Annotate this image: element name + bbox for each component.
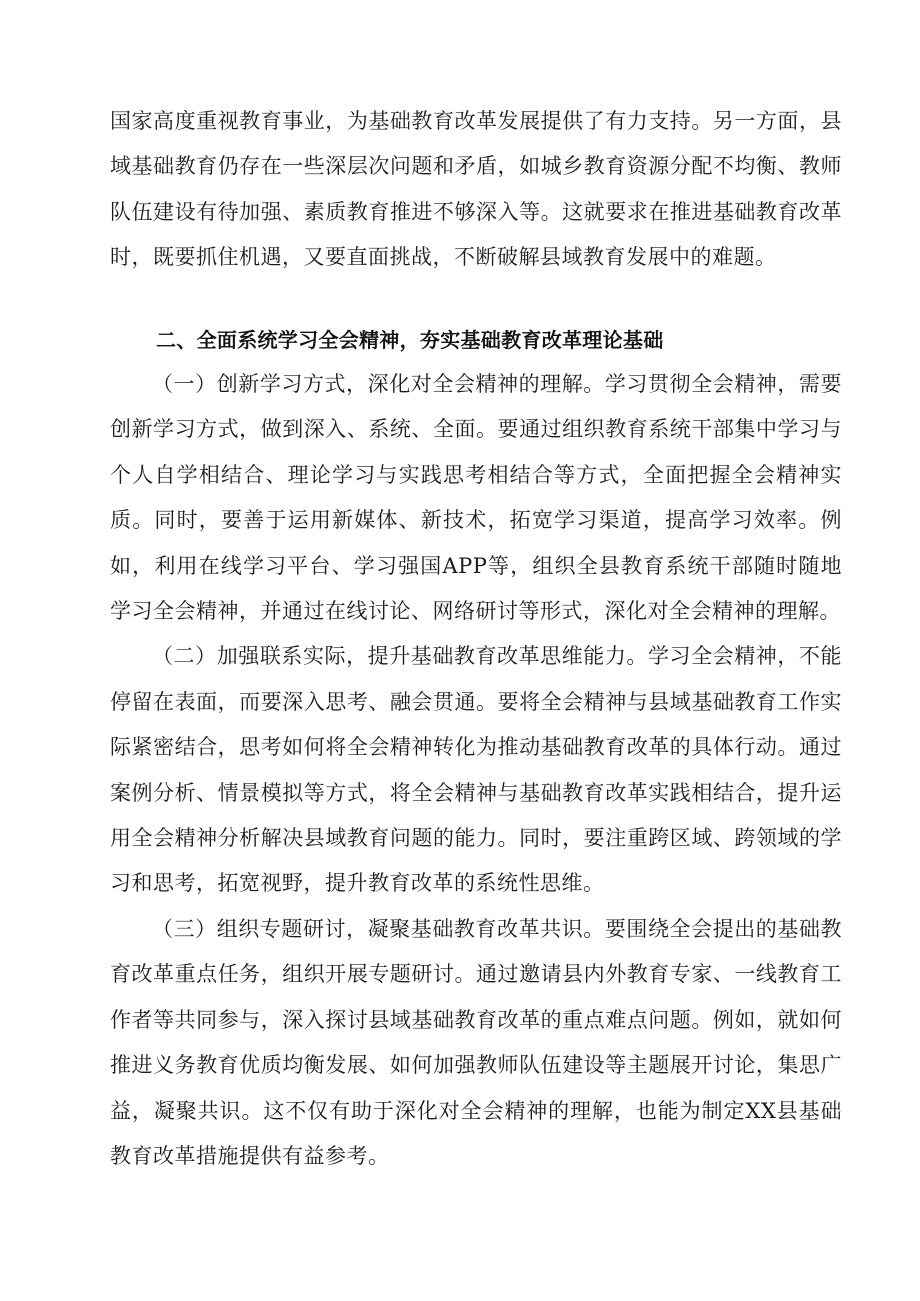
paragraph-2: （二）加强联系实际，提升基础教育改革思维能力。学习全会精神，不能停留在表面，而要深入思考、融会贯通。要将全会精神与县域基础教育工作实际紧密结合，思考如何将全会精神转化为推动基础教育改革的具体行动。通过案例分析、情景模拟等方式，将全会精神与基础教育改革实践相结合，提升运用全会精神分析解决县域教育问题的能力。同时，要注重跨区域、跨领域的学习和思考，拓宽视野，提升教育改革的系统性思维。 [110,644,842,896]
paragraph-1: （一）创新学习方式，深化对全会精神的理解。学习贯彻全会精神，需要创新学习方式，做到深入、系统、全面。要通过组织教育系统干部集中学习与个人自学相结合、理论学习与实践思考相结合等方式，全面把握全会精神实质。同时，要善于运用新媒体、新技术，拓宽学习渠道，提高学习效率。例如，利用在线学习平台、学习强国APP等，组织全县教育系统干部随时随地学习全会精神，并通过在线讨论、网络研讨等形式，深化对全会精神的理解。 [110,372,842,624]
intro-block [110,99,842,281]
intro-paragraph: 国家高度重视教育事业，为基础教育改革发展提供了有力支持。另一方面，县域基础教育仍存在一些深层次问题和矛盾，如城乡教育资源分配不均衡、教师队伍建设有待加强、素质教育推进不够深入等。这就要求在推进基础教育改革时，既要抓住机遇，又要直面挑战，不断破解县域教育发展中的难题。 [110,109,842,270]
section-body [110,362,842,1179]
section-heading: 二、全面系统学习全会精神，夯实基础教育改革理论基础 [156,328,664,352]
paragraph-3: （三）组织专题研讨，凝聚基础教育改革共识。要围绕全会提出的基础教育改革重点任务，组织开展专题研讨。通过邀请县内外教育专家、一线教育工作者等共同参与，深入探讨县域基础教育改革的重点难点问题。例如，就如何推进义务教育优质均衡发展、如何加强教师队伍建设等主题展开讨论，集思广益，凝聚共识。这不仅有助于深化对全会精神的理解，也能为制定XX县基础教育改革措施提供有益参考。 [110,916,842,1168]
